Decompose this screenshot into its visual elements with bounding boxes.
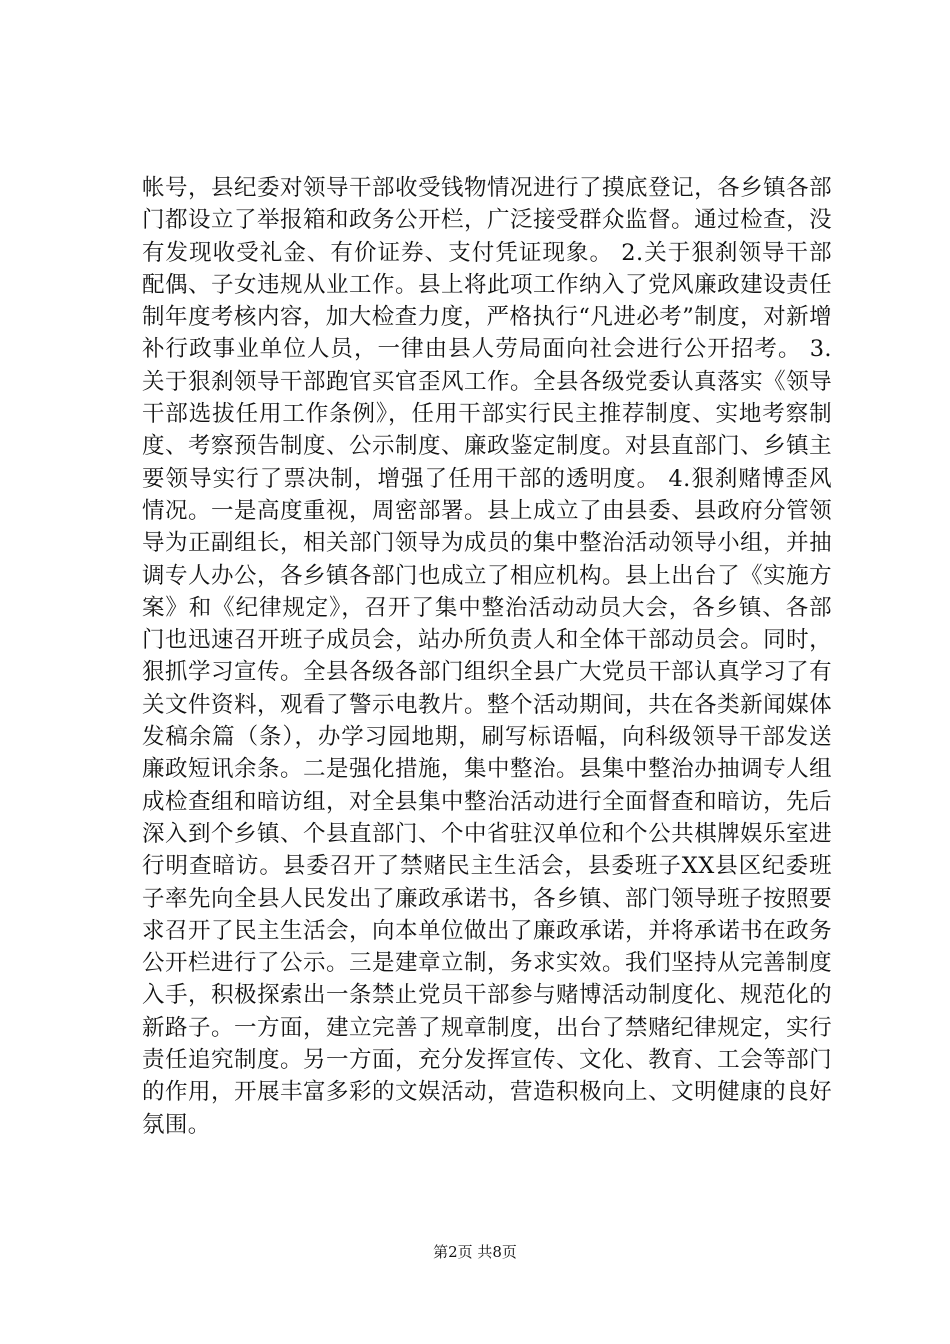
page-footer: 第2页 共8页	[433, 1243, 517, 1261]
body-paragraph: 帐号，县纪委对领导干部收受钱物情况进行了摸底登记，各乡镇各部门都设立了举报箱和政务公开栏，广泛接受群众监督。通过检查，没有发现收受礼金、有价证券、支付凭证现象。 2.关于狠刹领导干部配偶、子女违规从业工作。县上将此项工作纳入了党风廉政建设责任制年度考核内容，加大检查力度，严格执行“凡进必考”制度，对新增补行政事业单位人员，一律由县人劳局面向社会进行公开招考。 3.关于狠刹领导干部跑官买官歪风工作。全县各级党委认真落实《领导干部选拔任用工作条例》，任用干部实行民主推荐制度、实地考察制度、考察预告制度、公示制度、廉政鉴定制度。对县直部门、乡镇主要领导实行了票决制，增强了任用干部的透明度。 4.狠刹赌博歪风情况。一是高度重视，周密部署。县上成立了由县委、县政府分管领导为正副组长，相关部门领导为成员的集中整治活动领导小组，并抽调专人办公，各乡镇各部门也成立了相应机构。县上出台了《实施方案》和《纪律规定》，召开了集中整治活动动员大会，各乡镇、各部门也迅速召开班子成员会，站办所负责人和全体干部动员会。同时，狠抓学习宣传。全县各级各部门组织全县广大党员干部认真学习了有关文件资料，观看了警示电教片。整个活动期间，共在各类新闻媒体发稿余篇（条），办学习园地期，刷写标语幅，向科级领导干部发送廉政短讯余条。二是强化措施，集中整治。县集中整治办抽调专人组成检查组和暗访组，对全县集中整治活动进行全面督查和暗访，先后深入到个乡镇、个县直部门、个中省驻汉单位和个公共棋牌娱乐室进行明查暗访。县委召开了禁赌民主生活会，县委班子XX县区纪委班子率先向全县人民发出了廉政承诺书，各乡镇、部门领导班子按照要求召开了民主生活会，向本单位做出了廉政承诺，并将承诺书在政务公开栏进行了公示。三是建章立制，务求实效。我们坚持从完善制度入手，积极探索出一条禁止党员干部参与赌博活动制度化、规范化的新路子。一方面，建立完善了规章制度，出台了禁赌纪律规定，实行责任追究制度。另一方面，充分发挥宣传、文化、教育、工会等部门的作用，开展丰富多彩的文娱活动，营造积极向上、文明健康的良好氛围。	[142, 175, 832, 1138]
